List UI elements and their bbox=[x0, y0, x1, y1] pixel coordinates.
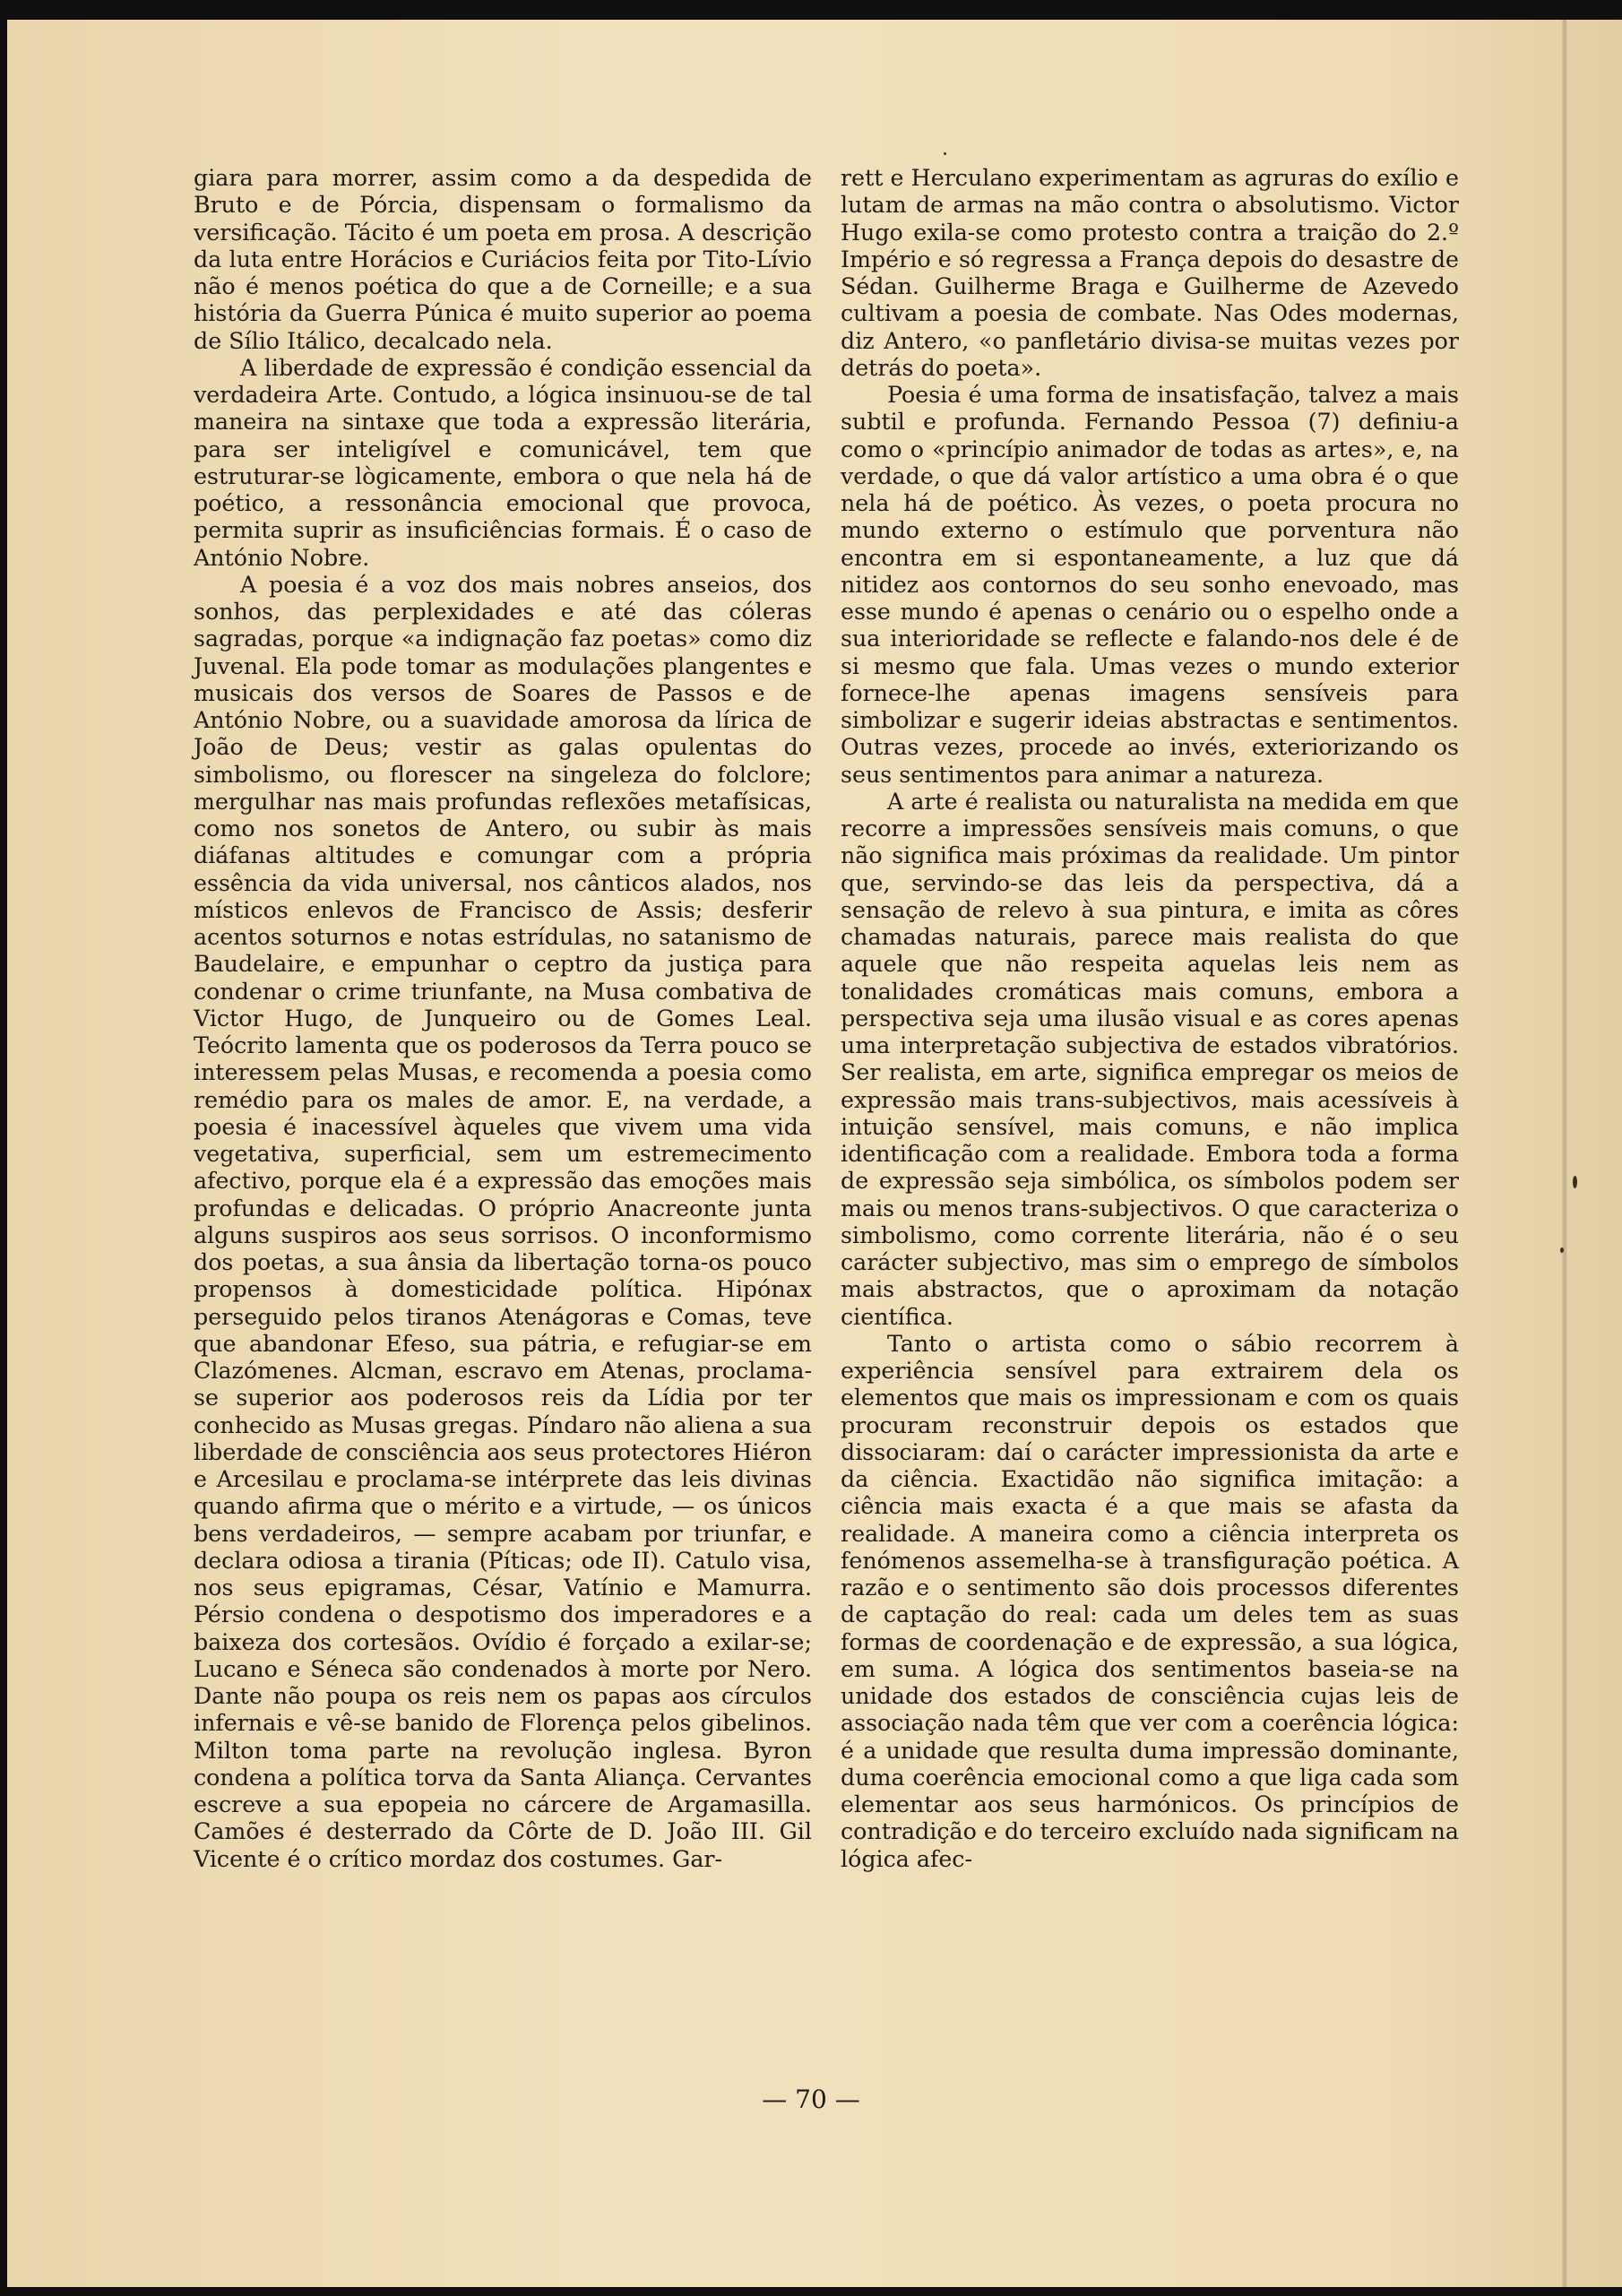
paper-speck bbox=[1560, 1247, 1564, 1253]
paragraph: Tanto o artista como o sábio recorrem à experiência sensível para extrairem dela os elementos que mais os impressionam e com os quais procuram reconstruir depois os estados que dissociaram: daí o carácter impressionista da arte e da ciência. Exactidão não significa imitação: a ciência mais exacta é a que mais se afasta da realidade. A maneira como a ciência interpreta os fenómenos assemelha-se à transfiguração poética. A razão e o sentimento são dois processos diferentes de captação do real: cada um deles tem as suas formas de coordenação e de expressão, a sua lógica, em suma. A lógica dos sentimentos baseia-se na unidade dos estados de consciência cujas leis de associação nada têm que ver com a coerência lógica: é a unidade que resulta duma impressão dominante, duma coerência emocional como a que liga cada som elementar aos seus harmónicos. Os princípios de contradição e do terceiro excluído nada significam na lógica afec- bbox=[841, 1330, 1459, 1872]
paragraph: giara para morrer, assim como a da despedida de Bruto e de Pórcia, dispensam o formalismo da versificação. Tácito é um poeta em prosa. A descrição da luta entre Horácios e Curiácios feita por Tito-Lívio não é menos poética do que a de Corneille; e a sua história da Guerra Púnica é muito superior ao poema de Sílio Itálico, decalcado nela. bbox=[194, 165, 812, 354]
page-fold-shadow bbox=[1562, 20, 1567, 2287]
page-number: — 70 — bbox=[762, 2085, 860, 2114]
left-text-column bbox=[194, 165, 812, 1873]
paragraph: rett e Herculano experimentam as agruras do exílio e lutam de armas na mão contra o absolutismo. Victor Hugo exila-se como protesto contra a traição do 2.º Império e só regressa a França depois do desastre de Sédan. Guilherme Braga e Guilherme de Azevedo cultivam a poesia de combate. Nas Odes modernas, diz Antero, «o panfletário divisa-se muitas vezes por detrás do poeta». bbox=[841, 165, 1459, 381]
paragraph: Poesia é uma forma de insatisfação, talvez a mais subtil e profunda. Fernando Pessoa (7) definiu-a como o «princípio animador de todas as artes», e, na verdade, o que dá valor artístico a uma obra é o que nela há de poético. Às vezes, o poeta procura no mundo externo o estímulo que porventura não encontra em si espontaneamente, a luz que dá nitidez aos contornos do seu sonho enevoado, mas esse mundo é apenas o cenário ou o espelho onde a sua interioridade se reflecte e falando-nos dele é de si mesmo que fala. Umas vezes o mundo exterior fornece-lhe apenas imagens sensíveis para simbolizar e sugerir ideias abstractas e sentimentos. Outras vezes, procede ao invés, exteriorizando os seus sentimentos para animar a natureza. bbox=[841, 382, 1459, 788]
paragraph: A liberdade de expressão é condição essencial da verdadeira Arte. Contudo, a lógica insinuou-se de tal maneira na sintaxe que toda a expressão literária, para ser inteligível e comunicável, tem que estruturar-se lògicamente, embora o que nela há de poético, a ressonância emocional que provoca, permita suprir as insuficiências formais. É o caso de António Nobre. bbox=[194, 354, 812, 571]
paragraph: A poesia é a voz dos mais nobres anseios, dos sonhos, das perplexidades e até das cóleras sagradas, porque «a indignação faz poetas» como diz Juvenal. Ela pode tomar as modulações plangentes e musicais dos versos de Soares de Passos e de António Nobre, ou a suavidade amorosa da lírica de João de Deus; vestir as galas opulentas do simbolismo, ou florescer na singeleza do folclore; mergulhar nas mais profundas reflexões metafísicas, como nos sonetos de Antero, ou subir às mais diáfanas altitudes e comungar com a própria essência da vida universal, nos cânticos alados, nos místicos enlevos de Francisco de Assis; desferir acentos soturnos e notas estrídulas, no satanismo de Baudelaire, e empunhar o ceptro da justiça para condenar o crime triunfante, na Musa combativa de Victor Hugo, de Junqueiro ou de Gomes Leal. Teócrito lamenta que os poderosos da Terra pouco se interessem pelas Musas, e recomenda a poesia como remédio para os males de amor. E, na verdade, a poesia é inacessível àqueles que vivem uma vida vegetativa, superficial, sem um estremecimento afectivo, porque ela é a expressão das emoções mais profundas e delicadas. O próprio Anacreonte junta alguns suspiros aos seus sorrisos. O inconformismo dos poetas, a sua ânsia da libertação torna-os pouco propensos à domesticidade política. Hipónax perseguido pelos tiranos Atenágoras e Comas, teve que abandonar Efeso, sua pátria, e refugiar-se em Clazómenes. Alcman, escravo em Atenas, proclama-se superior aos poderosos reis da Lídia por ter conhecido as Musas gregas. Píndaro não aliena a sua liberdade de consciência aos seus protectores Hiéron e Arcesilau e proclama-se intérprete das leis divinas quando afirma que o mérito e a virtude, — os únicos bens verdadeiros, — sempre acabam por triunfar, e declara odiosa a tirania (Píticas; ode II). Catulo visa, nos seus epigramas, César, Vatínio e Mamurra. Pérsio condena o despotismo dos imperadores e a baixeza dos cortesãos. Ovídio é forçado a exilar-se; Lucano e Séneca são condenados à morte por Nero. Dante não poupa os reis nem os papas aos círculos infernais e vê-se banido de Florença pelos gibelinos. Milton toma parte na revolução inglesa. Byron condena a política torva da Santa Aliança. Cervantes escreve a sua epopeia no cárcere de Argamasilla. Camões é desterrado da Côrte de D. João III. Gil Vicente é o crítico mordaz dos costumes. Gar- bbox=[194, 571, 812, 1872]
paragraph: A arte é realista ou naturalista na medida em que recorre a impressões sensíveis mais comuns, o que não significa mais próximas da realidade. Um pintor que, servindo-se das leis da perspectiva, dá a sensação de relevo à sua pintura, e imita as côres chamadas naturais, parece mais realista do que aquele que não respeita aquelas leis nem as tonalidades cromáticas mais comuns, embora a perspectiva seja uma ilusão visual e as cores apenas uma interpretação subjectiva de estados vibratórios. Ser realista, em arte, significa empregar os meios de expressão mais trans-subjectivos, mais acessíveis à intuição sensível, mais comuns, e não implica identificação com a realidade. Embora toda a forma de expressão seja simbólica, os símbolos podem ser mais ou menos trans-subjectivos. O que caracteriza o simbolismo, como corrente literária, não é o seu carácter subjectivo, mas sim o emprego de símbolos mais abstractos, que o aproximam da notação científica. bbox=[841, 788, 1459, 1330]
paper-speck bbox=[944, 152, 946, 155]
paper-speck bbox=[1573, 1176, 1577, 1188]
right-text-column bbox=[841, 165, 1459, 1873]
